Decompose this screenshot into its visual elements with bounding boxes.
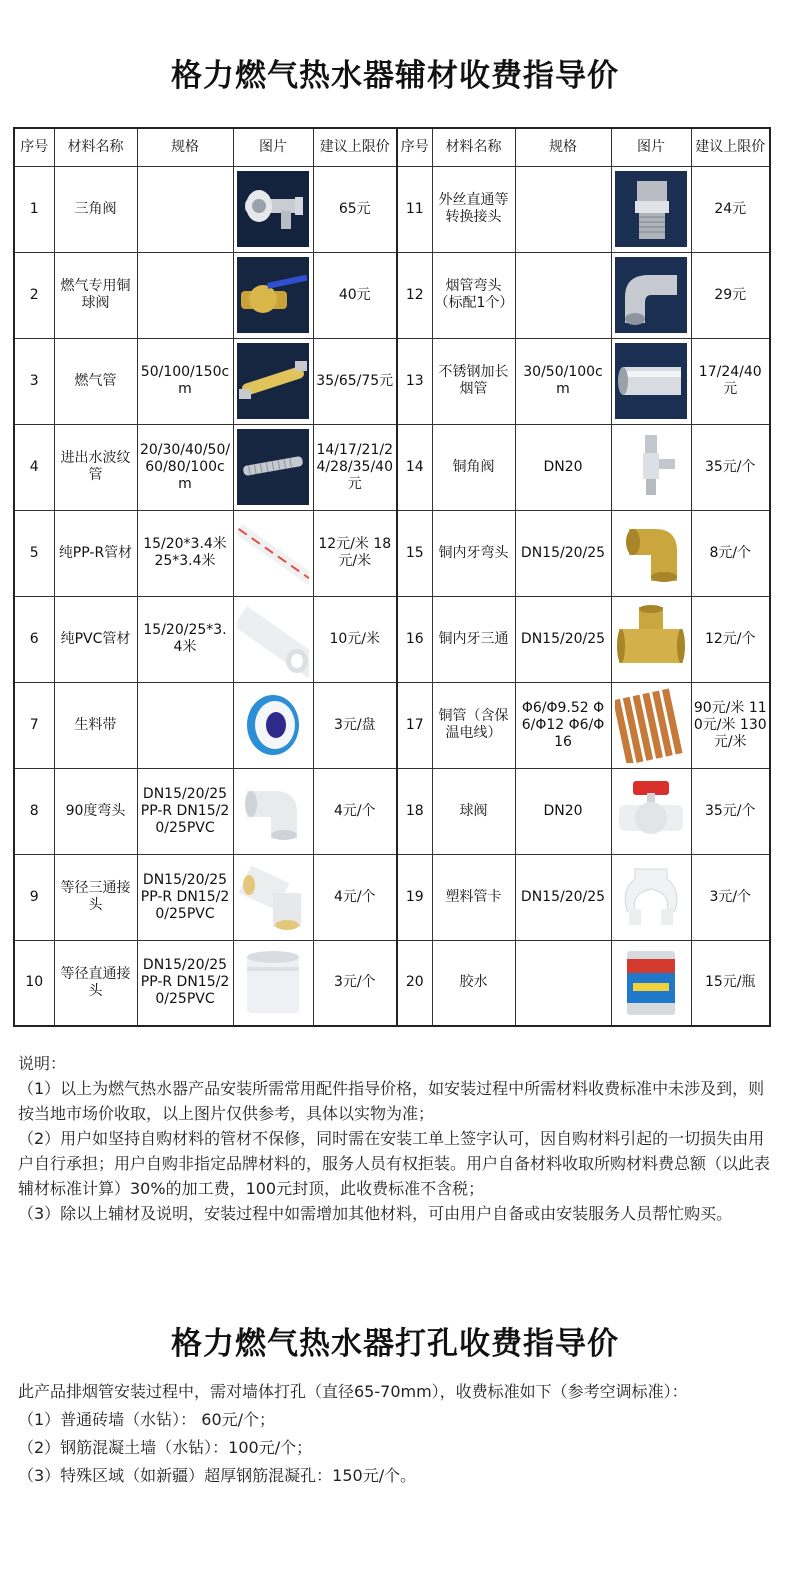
item-price: 17/24/40元 [691, 338, 770, 424]
header-spec: 规格 [137, 128, 233, 166]
item-price: 4元/个 [313, 854, 397, 940]
item-name: 铜角阀 [432, 424, 515, 510]
table-header-row [14, 128, 770, 166]
item-no: 7 [14, 682, 54, 768]
item-price: 10元/米 [313, 596, 397, 682]
gas-hose-photo [237, 343, 309, 419]
item-name: 胶水 [432, 940, 515, 1026]
item-spec [515, 252, 611, 338]
item-spec: 50/100/150cm [137, 338, 233, 424]
drilling-item: （3）特殊区域（如新疆）超厚钢筋混凝孔：150元/个。 [18, 1466, 417, 1485]
table-row [14, 166, 770, 252]
section-title: 格力燃气热水器打孔收费指导价 [171, 1326, 619, 1362]
header-spec: 规格 [515, 128, 611, 166]
header-image: 图片 [611, 128, 691, 166]
header-no: 序号 [14, 128, 54, 166]
item-spec [137, 166, 233, 252]
item-price: 3元/盘 [313, 682, 397, 768]
item-price: 15元/瓶 [691, 940, 770, 1026]
item-price: 65元 [313, 166, 397, 252]
flue-elbow-photo [615, 257, 687, 333]
white-coupling-photo [237, 945, 309, 1021]
materials-price-table [13, 127, 771, 1027]
note-item: （2）用户如坚持自购材料的管材不保修，同时需在安装工单上签字认可，因自购材料引起的一切损失由用户自行承担；用户自购非指定品牌材料的，服务人员有权拒装。用户自备材料收取所购材料费总额（以此表辅材标准计算）30%的加工费，100元封顶，此收费标准不含税； [18, 1129, 771, 1198]
item-price: 3元/个 [691, 854, 770, 940]
header-name: 材料名称 [54, 128, 137, 166]
table-row [14, 854, 770, 940]
item-name: 铜管（含保温电线） [432, 682, 515, 768]
item-spec [137, 252, 233, 338]
item-name: 三角阀 [54, 166, 137, 252]
ptfe-tape-photo [237, 687, 309, 763]
item-price: 29元 [691, 252, 770, 338]
item-spec [515, 166, 611, 252]
item-spec: DN15/20/25PP-R DN15/20/25PVC [137, 854, 233, 940]
table-row [14, 682, 770, 768]
item-price: 4元/个 [313, 768, 397, 854]
item-price: 3元/个 [313, 940, 397, 1026]
item-price: 12元/个 [691, 596, 770, 682]
item-spec: DN15/20/25 [515, 510, 611, 596]
flue-pipe-photo [615, 343, 687, 419]
item-spec: DN15/20/25 [515, 596, 611, 682]
item-no: 16 [397, 596, 432, 682]
item-name: 生料带 [54, 682, 137, 768]
item-spec: 30/50/100cm [515, 338, 611, 424]
table-row [14, 510, 770, 596]
item-no: 13 [397, 338, 432, 424]
drilling-item: （1）普通砖墙（水钻）： 60元/个； [18, 1410, 276, 1429]
table-row [14, 768, 770, 854]
item-spec: DN20 [515, 768, 611, 854]
item-spec: Φ6/Φ9.52 Φ6/Φ12 Φ6/Φ16 [515, 682, 611, 768]
item-price: 14/17/21/24/28/35/40元 [313, 424, 397, 510]
item-no: 4 [14, 424, 54, 510]
item-no: 1 [14, 166, 54, 252]
pipe-clamp-photo [615, 859, 687, 935]
item-spec: DN15/20/25PP-R DN15/20/25PVC [137, 768, 233, 854]
item-price: 40元 [313, 252, 397, 338]
gas-ball-valve-photo [237, 257, 309, 333]
item-spec [137, 682, 233, 768]
item-no: 10 [14, 940, 54, 1026]
item-name: 90度弯头 [54, 768, 137, 854]
item-name: 塑料管卡 [432, 854, 515, 940]
item-no: 9 [14, 854, 54, 940]
item-price: 12元/米 18元/米 [313, 510, 397, 596]
item-name: 铜内牙三通 [432, 596, 515, 682]
item-price: 35元/个 [691, 768, 770, 854]
item-no: 5 [14, 510, 54, 596]
item-price: 8元/个 [691, 510, 770, 596]
header-price: 建议上限价 [313, 128, 397, 166]
item-name: 球阀 [432, 768, 515, 854]
copper-pipe-photo [615, 687, 687, 763]
item-name: 进出水波纹管 [54, 424, 137, 510]
drilling-section [18, 1378, 778, 1490]
straight-adapter-photo [615, 171, 687, 247]
angle-valve-photo [237, 171, 309, 247]
item-no: 2 [14, 252, 54, 338]
item-price: 35元/个 [691, 424, 770, 510]
brass-tee-photo [615, 601, 687, 677]
drilling-item: （2）钢筋混凝土墙（水钻）：100元/个； [18, 1438, 313, 1457]
header-no: 序号 [397, 128, 432, 166]
item-spec: DN20 [515, 424, 611, 510]
brass-elbow-photo [615, 515, 687, 591]
pvc-ball-valve-photo [615, 773, 687, 849]
table-row [14, 596, 770, 682]
table-row [14, 252, 770, 338]
table-row [14, 940, 770, 1026]
page-title: 格力燃气热水器辅材收费指导价 [171, 58, 619, 94]
item-price: 90元/米 110元/米 130元/米 [691, 682, 770, 768]
note-item: （1）以上为燃气热水器产品安装所需常用配件指导价格，如安装过程中所需材料收费标准中未涉及到，则按当地市场价收取，以上图片仅供参考，具体以实物为准； [18, 1079, 765, 1123]
header-image: 图片 [233, 128, 313, 166]
item-spec: DN15/20/25 [515, 854, 611, 940]
item-no: 8 [14, 768, 54, 854]
pvc-pipe-photo [237, 601, 309, 677]
notes-section [18, 1051, 778, 1226]
note-item: （3）除以上辅材及说明，安装过程中如需增加其他材料，可由用户自备或由安装服务人员帮忙购买。 [18, 1204, 733, 1223]
corrugated-hose-photo [237, 429, 309, 505]
item-name: 外丝直通等转换接头 [432, 166, 515, 252]
item-price: 35/65/75元 [313, 338, 397, 424]
item-spec: DN15/20/25PP-R DN15/20/25PVC [137, 940, 233, 1026]
header-name: 材料名称 [432, 128, 515, 166]
ppr-pipe-photo [237, 515, 309, 591]
item-spec: 15/20*3.4米 25*3.4米 [137, 510, 233, 596]
item-spec [515, 940, 611, 1026]
copper-angle-valve-photo [615, 429, 687, 505]
item-no: 20 [397, 940, 432, 1026]
table-row [14, 424, 770, 510]
item-name: 烟管弯头（标配1个） [432, 252, 515, 338]
item-name: 纯PVC管材 [54, 596, 137, 682]
header-price: 建议上限价 [691, 128, 770, 166]
item-no: 6 [14, 596, 54, 682]
item-no: 14 [397, 424, 432, 510]
notes-heading: 说明： [18, 1054, 67, 1073]
table-row [14, 338, 770, 424]
item-spec: 20/30/40/50/60/80/100cm [137, 424, 233, 510]
item-no: 3 [14, 338, 54, 424]
item-name: 燃气管 [54, 338, 137, 424]
item-no: 15 [397, 510, 432, 596]
glue-can-photo [615, 945, 687, 1021]
white-tee-photo [237, 859, 309, 935]
item-no: 18 [397, 768, 432, 854]
item-name: 纯PP-R管材 [54, 510, 137, 596]
item-name: 等径三通接头 [54, 854, 137, 940]
drilling-intro: 此产品排烟管安装过程中，需对墙体打孔（直径65-70mm），收费标准如下（参考空调标准）： [18, 1382, 688, 1401]
item-no: 11 [397, 166, 432, 252]
item-no: 12 [397, 252, 432, 338]
item-name: 等径直通接头 [54, 940, 137, 1026]
item-price: 24元 [691, 166, 770, 252]
item-no: 19 [397, 854, 432, 940]
item-name: 铜内牙弯头 [432, 510, 515, 596]
item-name: 不锈钢加长烟管 [432, 338, 515, 424]
item-spec: 15/20/25*3.4米 [137, 596, 233, 682]
item-no: 17 [397, 682, 432, 768]
white-elbow-photo [237, 773, 309, 849]
item-name: 燃气专用铜球阀 [54, 252, 137, 338]
